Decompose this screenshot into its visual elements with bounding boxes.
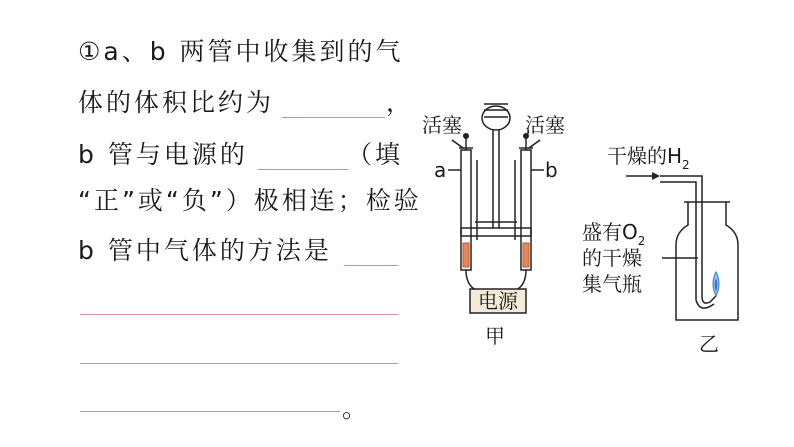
- question-line-5: b 管中气体的方法是: [78, 236, 332, 265]
- delivery-tube-outer: [660, 176, 716, 303]
- gas-jar: [676, 202, 738, 320]
- question-end-mark: 。: [342, 394, 371, 423]
- question-line-3a: b 管与电源的: [78, 140, 248, 169]
- question-line-1: ①a、b 两管中收集到的气: [78, 37, 404, 66]
- label-stopcock-right: 活塞: [525, 113, 565, 137]
- caption-yi: 乙: [699, 332, 719, 356]
- question-line-2-comma: ，: [386, 88, 415, 117]
- label-tube-a: a: [434, 158, 447, 182]
- label-stopcock-left: 活塞: [422, 113, 462, 137]
- question-line-2: 体的体积比约为: [78, 88, 275, 117]
- delivery-tube-inner: [660, 182, 714, 308]
- label-bottle-line-3: 集气瓶: [582, 272, 642, 296]
- label-dry-h2: 干燥的$H_2$: [607, 144, 690, 172]
- label-power-supply: 电源: [478, 289, 518, 313]
- label-tube-b: b: [545, 158, 558, 182]
- label-bottle-line-2: 的干燥: [582, 246, 642, 270]
- question-line-4: “正”或“负”）极相连；检验: [78, 186, 422, 215]
- caption-jia: 甲: [485, 324, 505, 348]
- label-bottle-line-1: 盛有$O_2$: [582, 220, 646, 248]
- h2-inflow-arrow: [652, 172, 660, 180]
- question-line-3b: （填: [347, 140, 404, 169]
